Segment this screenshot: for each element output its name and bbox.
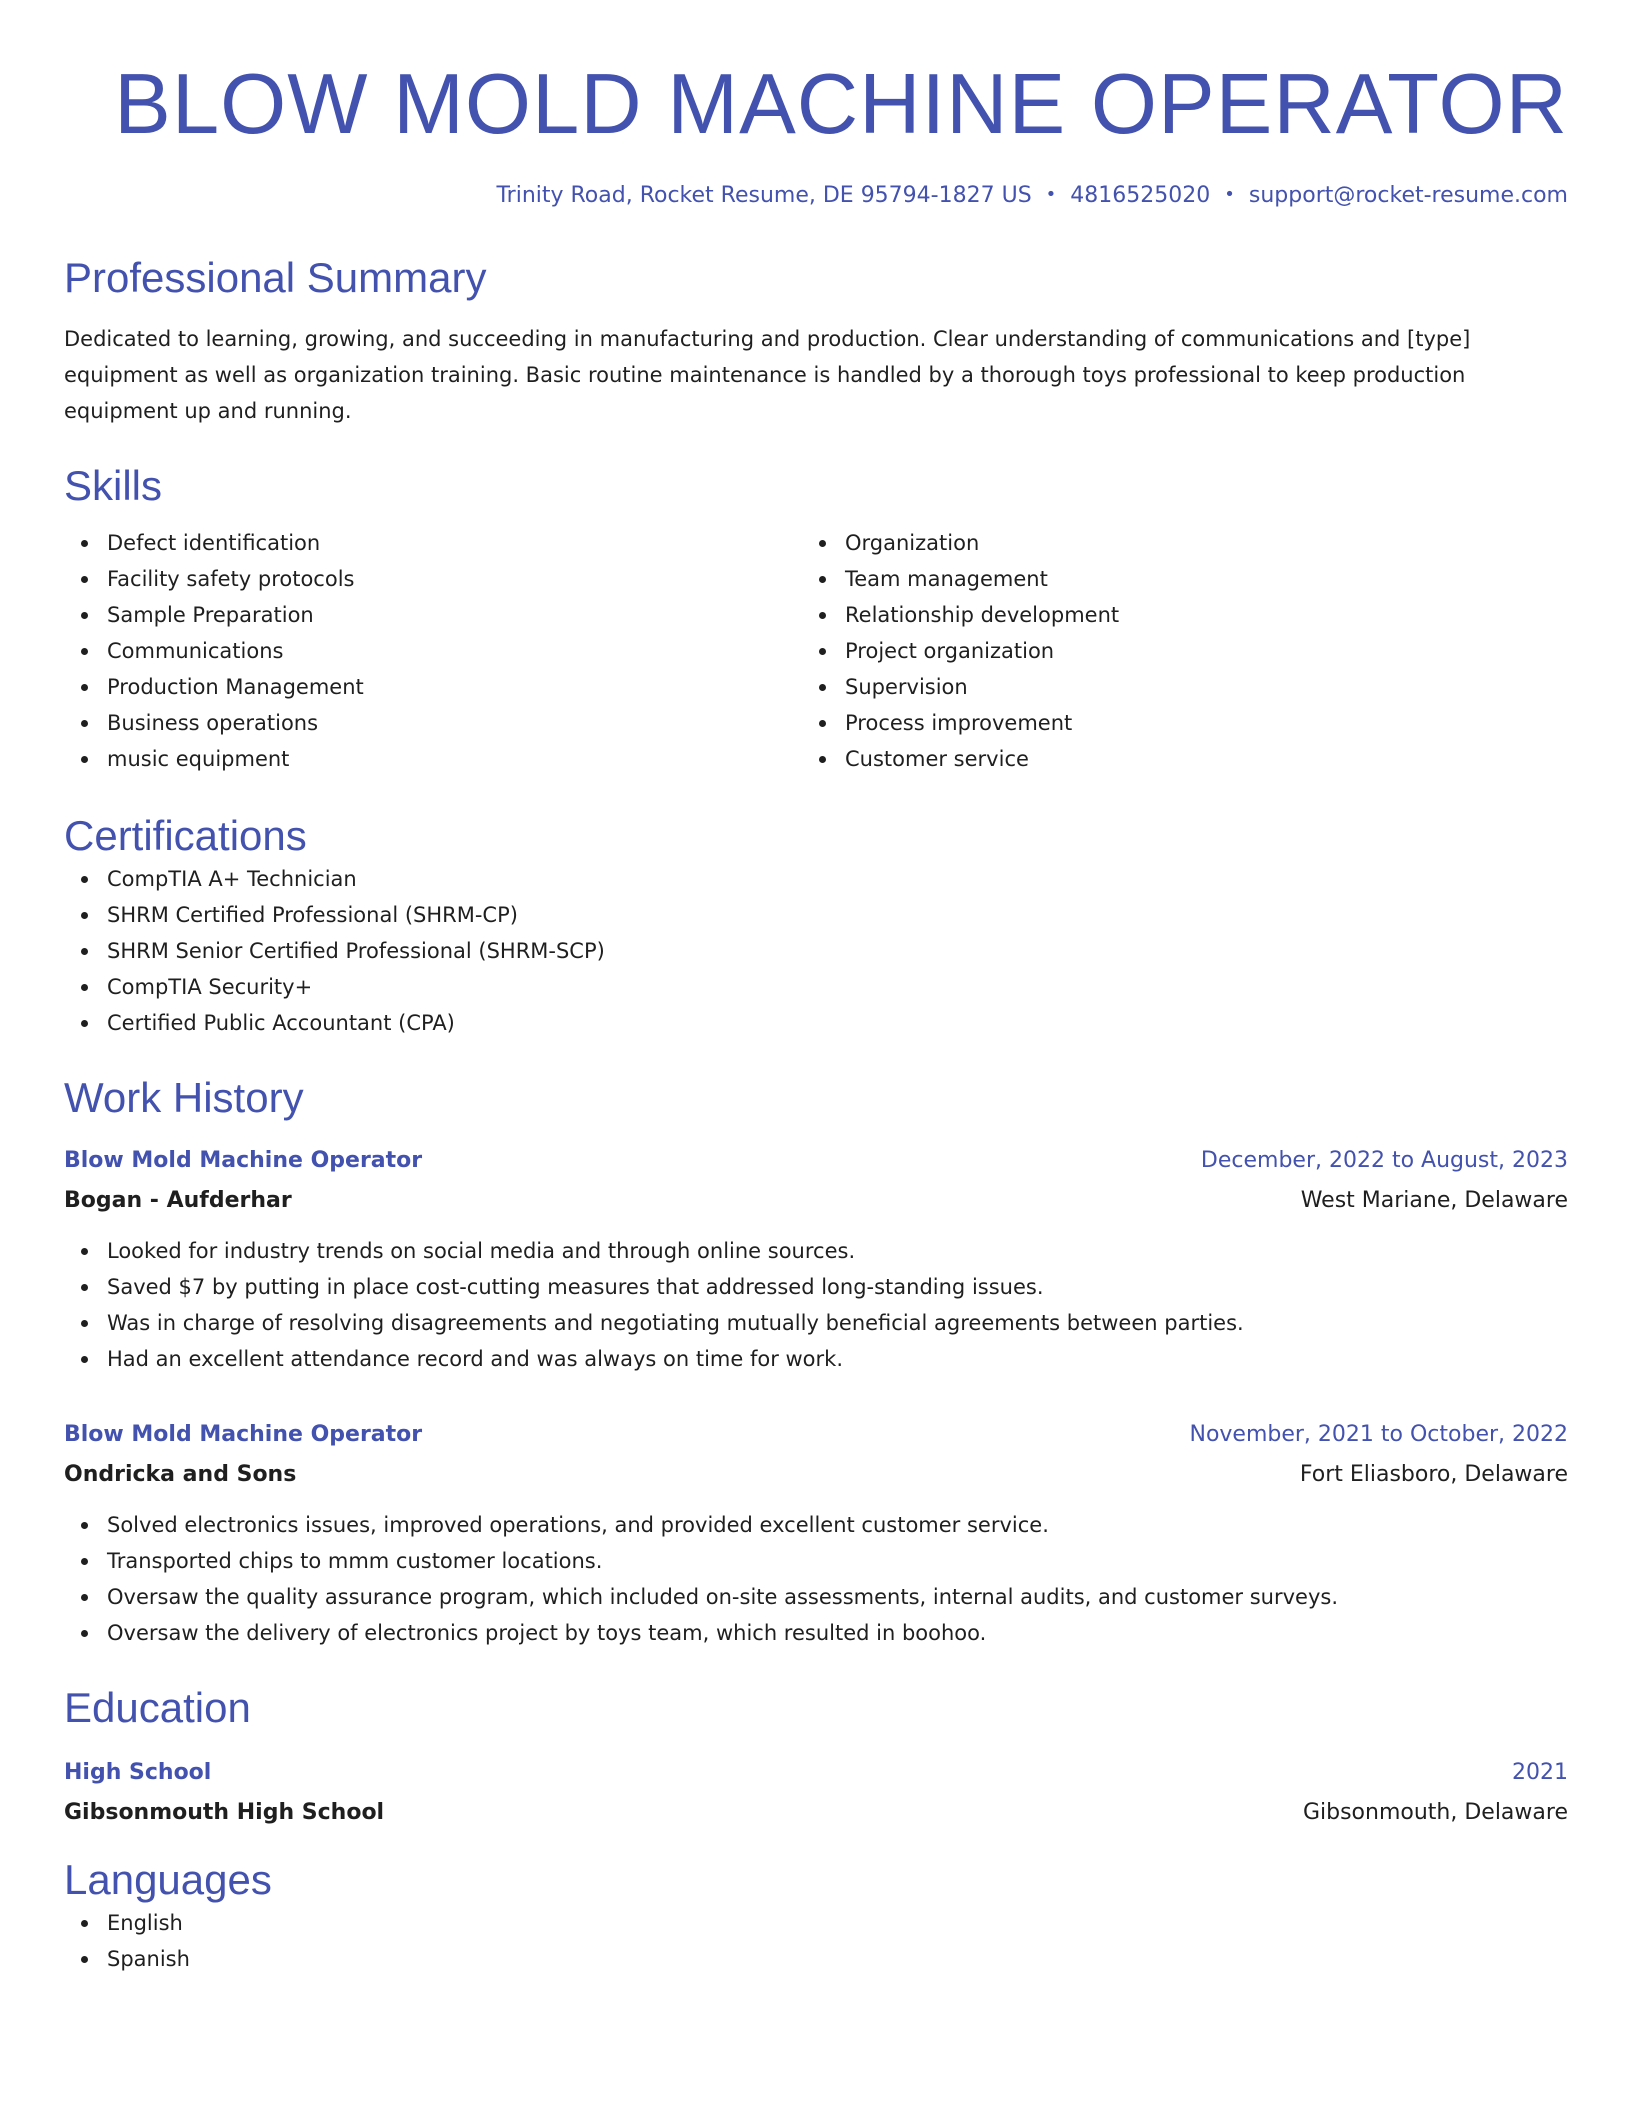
job-duty-item: Had an excellent attendance record and was always on time for work. [64,1341,1568,1377]
education-location: Gibsonmouth, Delaware [1302,1800,1568,1825]
contact-address: Trinity Road, Rocket Resume, DE 95794-1827 US [496,183,1032,208]
job-company-row [64,1181,1568,1221]
job-duty-item: Saved $7 by putting in place cost-cutting measures that addressed long-standing issues. [64,1269,1568,1305]
job-location: West Mariane, Delaware [1300,1188,1568,1213]
skill-item: Relationship development [802,597,1502,633]
contact-email[interactable]: support@rocket-resume.com [1248,183,1568,208]
job-company: Bogan - Aufderhar [64,1188,292,1213]
languages-list [64,1905,1568,1977]
skill-item: Production Management [64,669,802,705]
education-degree: High School [64,1760,212,1785]
job-dates: November, 2021 to October, 2022 [1189,1422,1568,1447]
section-title-work-history: Work History [64,1074,304,1121]
language-item: Spanish [64,1941,1568,1977]
skills-list-left [64,525,802,777]
skill-item: Sample Preparation [64,597,802,633]
skills-grid [64,525,1568,777]
job-company: Ondricka and Sons [64,1462,297,1487]
job-duty-item: Was in charge of resolving disagreements and negotiating mutually beneficial agreements between parties. [64,1305,1568,1341]
education-header-row [64,1753,1568,1793]
education-year: 2021 [1512,1760,1568,1785]
job-header-row [64,1141,1568,1181]
education-entry [64,1753,1568,1833]
language-item: English [64,1905,1568,1941]
certification-item: SHRM Certified Professional (SHRM-CP) [64,897,1568,933]
job-duty-item: Transported chips to mmm customer locations. [64,1543,1568,1579]
certification-item: CompTIA A+ Technician [64,861,1568,897]
job-title: Blow Mold Machine Operator [64,1422,423,1447]
resume-name: BLOW MOLD MACHINE OPERATOR [114,57,1568,152]
section-title-certifications: Certifications [64,812,307,859]
skill-item: Project organization [802,633,1502,669]
contact-separator: • [1045,184,1057,205]
job-duty-item: Oversaw the quality assurance program, which included on-site assessments, internal audits, and customer surveys. [64,1579,1568,1615]
job-location: Fort Eliasboro, Delaware [1299,1462,1568,1487]
skill-item: music equipment [64,741,802,777]
job-entry [64,1415,1568,1651]
job-company-row [64,1455,1568,1495]
section-title-education: Education [64,1684,251,1731]
job-duty-item: Oversaw the delivery of electronics project by toys team, which resulted in boohoo. [64,1615,1568,1651]
certification-item: SHRM Senior Certified Professional (SHRM-SCP) [64,933,1568,969]
job-duties-list [64,1507,1568,1651]
contact-phone[interactable]: 4816525020 [1070,183,1211,208]
section-title-skills: Skills [64,462,163,509]
skill-item: Facility safety protocols [64,561,802,597]
job-header-row [64,1415,1568,1455]
job-title: Blow Mold Machine Operator [64,1148,423,1173]
skill-item: Communications [64,633,802,669]
job-duty-item: Looked for industry trends on social media and through online sources. [64,1233,1568,1269]
education-school-row [64,1793,1568,1833]
section-title-summary: Professional Summary [64,254,487,301]
contact-separator: • [1224,184,1235,205]
skill-item: Organization [802,525,1502,561]
skill-item: Team management [802,561,1502,597]
summary-text: Dedicated to learning, growing, and succeeding in manufacturing and production. Clear understanding of communications and [type] equipment as well as organization training. Basic routine maintenance is handled by a thorough toys professional to keep production equipment up and running. [64,327,1471,423]
certification-item: CompTIA Security+ [64,969,1568,1005]
skill-item: Customer service [802,741,1502,777]
job-dates: December, 2022 to August, 2023 [1200,1148,1568,1173]
job-duties-list [64,1233,1568,1377]
resume-header [64,50,1568,211]
skill-item: Process improvement [802,705,1502,741]
education-school: Gibsonmouth High School [64,1800,385,1825]
section-title-languages: Languages [64,1856,272,1903]
skills-list-right [802,525,1502,777]
job-duty-item: Solved electronics issues, improved operations, and provided excellent customer service. [64,1507,1568,1543]
skill-item: Supervision [802,669,1502,705]
certification-item: Certified Public Accountant (CPA) [64,1005,1568,1041]
job-entry [64,1141,1568,1377]
certifications-list [64,861,1568,1041]
skill-item: Defect identification [64,525,802,561]
contact-line [64,180,1568,211]
skill-item: Business operations [64,705,802,741]
